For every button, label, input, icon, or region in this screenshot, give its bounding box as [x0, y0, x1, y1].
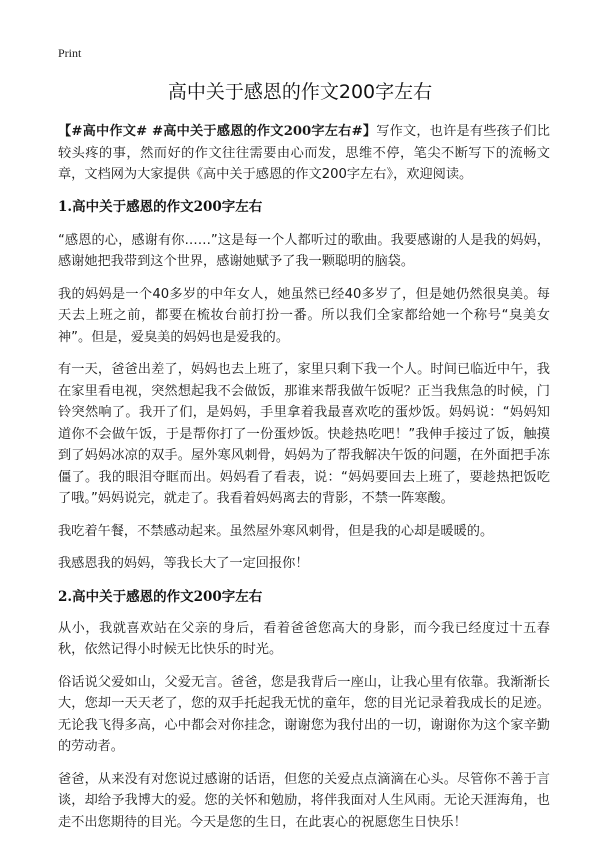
paragraph: 俗话说父爱如山，父爱无言。爸爸，您是我背后一座山，让我心里有依靠。我渐渐长大，您却一天天老了，您的双手托起我无忧的童年，您的目光记录着我成长的足迹。无论我飞得多高，心中都会对你挂念，谢谢您为我付出的一切，谢谢你为这个家辛勤的劳动者。: [58, 674, 550, 754]
page-title: 高中关于感恩的作文200字左右: [167, 81, 433, 103]
paragraph: 我感恩我的妈妈，等我长大了一定回报你！: [58, 556, 309, 571]
paragraph: 爸爸，从来没有对您说过感谢的话语，但您的关爱点点滴滴在心头。尽管你不善于言谈，却给予我博大的爱。您的关怀和勉励，将伴我面对人生风雨。无论天涯海角，也走不出您期待的目光。今天是您的生日，在此衷心的祝愿您生日快乐！: [58, 771, 550, 830]
paragraph: 从小，我就喜欢站在父亲的身后，看着爸爸您高大的身影，而今我已经度过十五春秋，依然记得小时候无比快乐的时光。: [58, 620, 550, 657]
paragraph: “感恩的心，感谢有你……”这是每一个人都听过的歌曲。我要感谢的人是我的妈妈，感谢她把我带到这个世界，感谢她赋予了我一颗聪明的脑袋。: [58, 232, 550, 269]
intro-text: 写作文，也许是有些孩子们比较头疼的事，然而好的作文往往需要由心而发，思维不停，笔尖不断写下的流畅文章，文档网为大家提供《高中关于感恩的作文200字左右》，欢迎阅读。: [58, 124, 550, 182]
article-body: [58, 121, 550, 844]
print-link[interactable]: Print: [58, 46, 82, 60]
section-heading-1: 1.高中关于感恩的作文200字左右: [58, 198, 263, 215]
intro-tags[interactable]: 【#高中作文# #高中关于感恩的作文200字左右#】: [58, 124, 377, 139]
paragraph: 我的妈妈是一个40多岁的中年女人，她虽然已经40多岁了，但是她仍然很臭美。每天去上班之前，都要在梳妆台前打扮一番。所以我们全家都给她一个称号“臭美女神”。但是，爱臭美的妈妈也是爱我的。: [58, 286, 550, 345]
intro-paragraph: [58, 121, 550, 186]
section-heading-2: 2.高中关于感恩的作文200字左右: [58, 588, 263, 605]
paragraph: 我吃着午餐，不禁感动起来。虽然屋外寒风刺骨，但是我的心却是暖暖的。: [58, 523, 494, 539]
paragraph: 有一天，爸爸出差了，妈妈也去上班了，家里只剩下我一个人。时间已临近中午，我在家里看电视，突然想起我不会做饭，那谁来帮我做午饭呢？正当我焦急的时候，门铃突然响了。我开了们，是妈妈，手里拿着我最喜欢吃的蛋炒饭。妈妈说：“妈妈知道你不会做午饭，于是帮你打了一份蛋炒饭。快趁热吃吧！”我伸手接过了饭，触摸到了妈妈冰凉的双手。屋外寒风刺骨，妈妈为了帮我解决午饭的问题，在外面把手冻僵了。我的眼泪夺眶而出。妈妈看了看表，说：“妈妈要回去上班了，要趁热把饭吃了哦。”妈妈说完，就走了。我看着妈妈离去的背影，不禁一阵寒酸。: [58, 362, 550, 506]
